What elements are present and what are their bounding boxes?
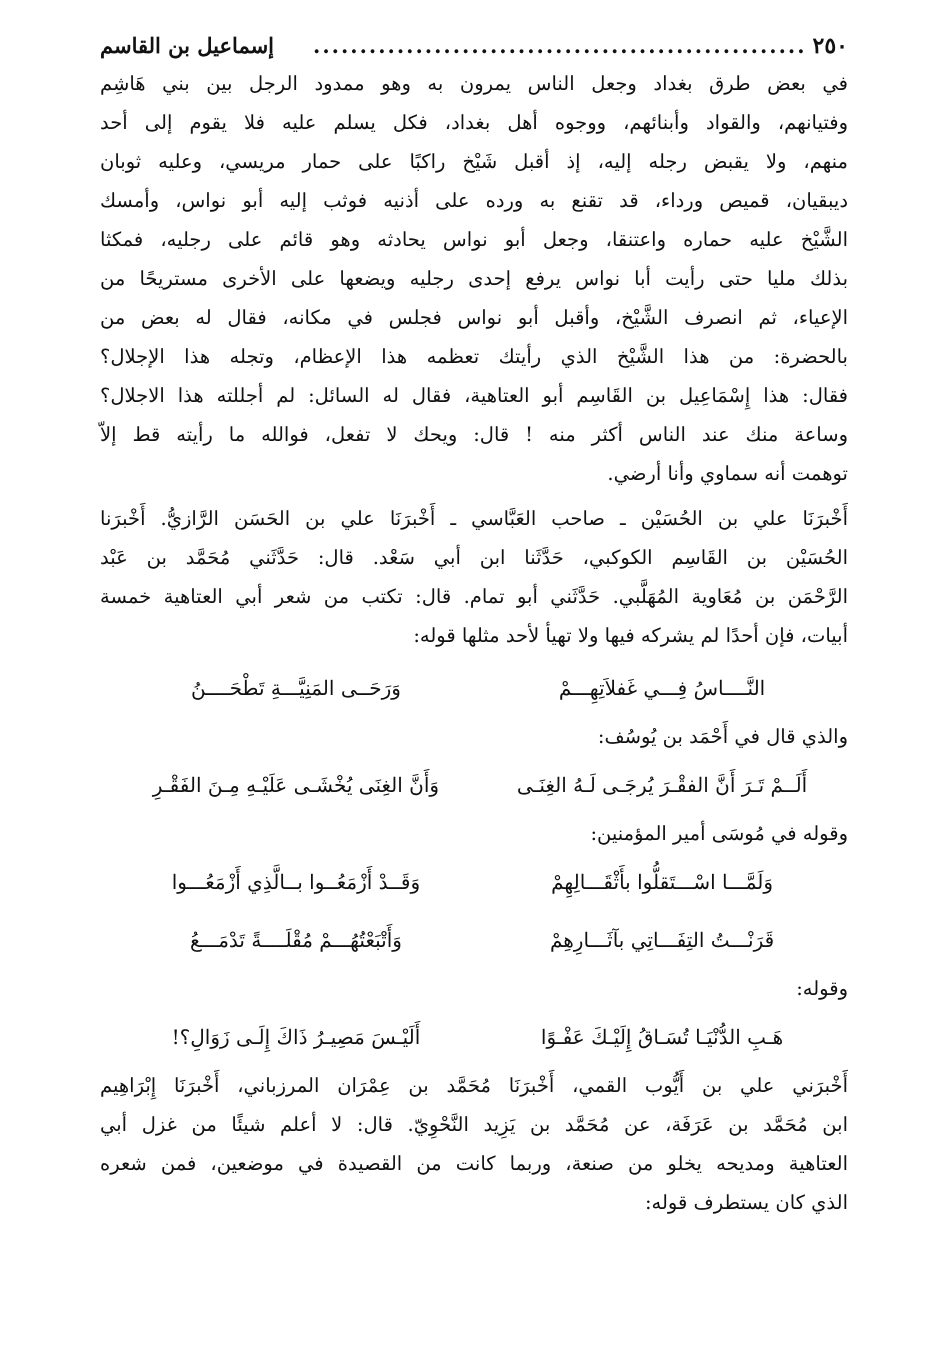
- verse-line: [100, 853, 848, 911]
- verse-first-hemistich: قَرَنْـــتُ التِفَـــاتِي بآثَـــارِهِمْ: [549, 928, 775, 952]
- verse-second-hemistich: وَرَحَــى المَنِيَّـــةِ تَطْحَــــنُ: [190, 676, 401, 700]
- book-page: [100, 28, 848, 1222]
- running-title: إسماعيل بن القاسم: [100, 33, 275, 58]
- text-line: وساعة منك عند الناس أكثر منه ! قال: ويحك لا تفعل، فوالله ما رأيته قط إلاّ: [100, 423, 848, 446]
- text-line: في بعض طرق بغداد وجعل الناس يمرون به وهو ممدود الرجل بين بني هَاشِم: [100, 72, 848, 95]
- verse-intro: [100, 717, 848, 756]
- page-number: ٢٥٠: [812, 33, 848, 59]
- text-line: الرَّحْمَن بن مُعَاوية المُهَلَّبي. حَدَّثَني أبو تمام. قال: تكتب من شعر أبي العتاهية خمسة: [100, 585, 848, 608]
- text-line: بذلك مليا حتى رأيت أبا نواس يرفع إحدى رجليه ويضعها على الأخرى مستريحًا من: [100, 267, 848, 290]
- paragraph-isnad-2: [100, 1066, 848, 1222]
- text-line: والذي قال في أَحْمَد بن يُوسُف:: [597, 725, 848, 748]
- text-line: وفتيانهم، والقواد وأبنائهم، ووجوه أهل بغداد، فكل يسلم عليه فلا يقوم إلى أحد: [100, 111, 848, 134]
- verse-line: [100, 1008, 848, 1066]
- text-line: الشَّيْخ عليه حماره واعتنقا، وجعل أبو نواس يحادثه وهو قائم على رجليه، فمكثا: [100, 228, 848, 251]
- header-leader-dots: .....................................................: [313, 33, 807, 58]
- paragraph-isnad-1: [100, 499, 848, 655]
- running-header: [100, 28, 848, 64]
- verse-first-hemistich: النَّــــاسُ فِـــي غَفلاَتِهِـــمْ: [558, 676, 766, 700]
- text-line: وقوله:: [796, 977, 848, 1000]
- text-line: أَخْبرَني علي بن أَيُّوب القمي، أَخْبرَنَا مُحَمَّد بن عِمْرَان المرزباني، أَخْبرَنَا إِبْرَاهِيم: [100, 1074, 848, 1097]
- text-line: الإعياء، ثم انصرف الشَّيْخ، وأقبل أبو نواس فجلس في مكانه، فقال له بعض من: [100, 306, 848, 329]
- verse-line: [100, 659, 848, 717]
- text-line: توهمت أنه سماوي وأنا أرضي.: [607, 462, 848, 485]
- text-line: أَخْبرَنَا علي بن الحُسَيْن ـ صاحب العَبَّاسي ـ أَخْبرَنَا علي بن الحَسَن الرَّازيُّ. أَخْبرَنا: [100, 507, 848, 530]
- text-line: أبيات، فإن أحدًا لم يشركه فيها ولا تهيأ لأحد مثلها قوله:: [413, 624, 848, 647]
- verse-second-hemistich: أَلَيْـسَ مَصِيـرُ ذَاكَ إِلَـى زَوَالِ؟!: [171, 1025, 421, 1049]
- text-line: فقال: هذا إِسْمَاعِيل بن القَاسِم أبو العتاهية، فقال له السائل: لم أجللته هذا الاجلال؟: [100, 384, 848, 407]
- verse-first-hemistich: وَلَمَّـــا اسْـــتَقلُّوا بأَثْقَـــالِهِمْ: [551, 870, 774, 894]
- text-line: ديبقيان، قميص ورداء، قد تقنع به ورده على أذنيه فوثب إليه أبو نواس، وأمسك: [100, 189, 848, 212]
- verse-second-hemistich: وَقَــدْ أَزْمَعُــوا بــالَّذِي أَزْمَعُـــوا: [171, 870, 421, 894]
- verse-line: [100, 911, 848, 969]
- verse-intro: [100, 814, 848, 853]
- text-line: ابن مُحَمَّد بن عَرَفَة، عن مُحَمَّد بن يَزِيد النَّحْوِيّ. قال: لا أعلم شيئًا من غزل أبي: [100, 1113, 848, 1136]
- verse-first-hemistich: أَلَــمْ تَـرَ أَنَّ الفقْـرَ يُرجَـى لَـهُ الغِنَـى: [516, 773, 808, 797]
- text-line: بالحضرة: من هذا الشَّيْخ الذي رأيتك تعظمه هذا الإعظام، وتجله هذا الإجلال؟: [100, 345, 848, 368]
- verse-first-hemistich: هَـبِ الدُّنْيَـا تُسَـاقُ إِلَيْـكَ عَفْـوًا: [540, 1025, 784, 1049]
- text-line: منهم، ولا يقبض رجله إليه، إذ أقبل شَيْخ راكبًا على حمار مريسي، وعليه ثوبان: [100, 150, 848, 173]
- paragraph-story: [100, 64, 848, 493]
- text-line: العتاهية ومديحه يخلو من صنعة، وربما كانت من القصيدة في موضعين، فمن شعره: [100, 1152, 848, 1175]
- text-line: الذي كان يستطرف قوله:: [644, 1191, 848, 1214]
- text-line: وقوله في مُوسَى أمير المؤمنين:: [590, 822, 848, 845]
- text-line: الحُسَيْن بن القَاسِم الكوكبي، حَدَّثَنا ابن أبي سَعْد. قال: حَدَّثَني مُحَمَّد بن عَبْد: [100, 546, 848, 569]
- verse-line: [100, 756, 848, 814]
- verse-second-hemistich: وَأَتْبَعْتُهُـــمْ مُقْلَــــةً تَدْمَـــعُ: [189, 928, 402, 952]
- verse-intro: [100, 969, 848, 1008]
- verse-second-hemistich: وَأَنَّ الغِنَى يُخْشَـى عَلَيْـهِ مِـنَ الفَقْـرِ: [152, 773, 440, 797]
